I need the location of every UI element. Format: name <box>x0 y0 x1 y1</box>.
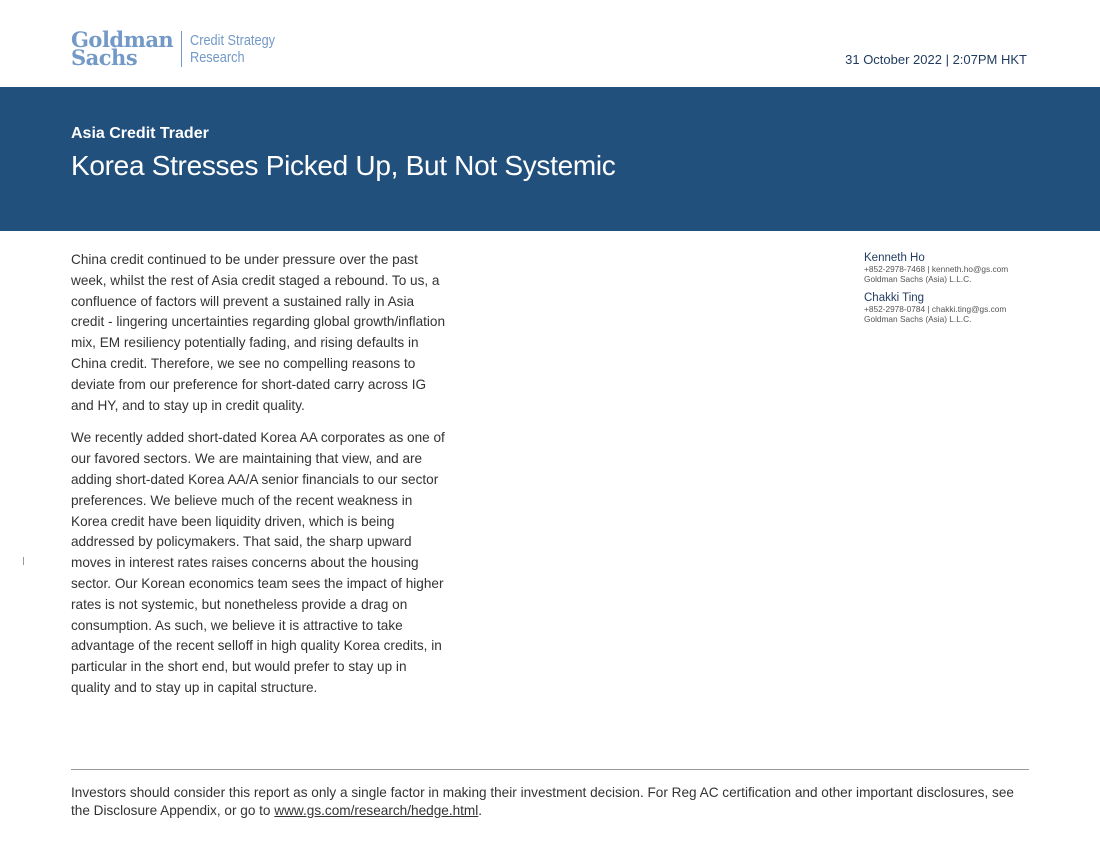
analyst-name: Chakki Ting <box>864 292 925 304</box>
series-name: Asia Credit Trader <box>71 125 209 142</box>
body-paragraph: China credit continued to be under pressure over the past week, whilst the rest of Asia credit staged a rebound. To us, a confluence of factors will prevent a sustained rally in Asia credit - lingering uncertainties regarding global growth/inflation mix, EM resiliency potentially fading, and rising defaults in China credit. Therefore, we see no compelling reasons to deviate from our preference for short-dated carry across IG and HY, and to stay up in credit quality. <box>71 252 446 413</box>
analyst-list <box>864 252 1064 332</box>
body-paragraph: We recently added short-dated Korea AA corporates as one of our favored sectors. We are maintaining that view, and are adding short-dated Korea AA/A senior financials to our sector preferences. We believe much of the recent weakness in Korea credit have been liquidity driven, which is being addressed by policymakers. That said, the sharp upward moves in interest rates raises concerns about the housing sector. Our Korean economics team sees the impact of higher rates is not systemic, but nonetheless provide a drag on consumption. As such, we believe it is attractive to take advantage of the recent selloff in high quality Korea credits, in particular in the short end, but would prefer to stay up in quality and to stay up in capital structure. <box>71 430 445 695</box>
report-date: 31 October 2022 | 2:07PM HKT <box>845 52 1027 67</box>
logo-divider <box>181 31 182 67</box>
analyst-firm: Goldman Sachs (Asia) L.L.C. <box>864 273 972 284</box>
analyst-entry <box>864 292 1064 324</box>
disclaimer-end: . <box>478 802 483 818</box>
logo-line-1: Goldman <box>71 27 174 52</box>
margin-mark <box>23 557 24 565</box>
division-line-2: Research <box>190 49 245 66</box>
footer-divider <box>71 769 1029 770</box>
analyst-contact[interactable]: +852-2978-0784 | chakki.ting@gs.com <box>864 304 1007 314</box>
disclosure-link[interactable]: www.gs.com/research/hedge.html <box>274 802 479 818</box>
division-line-1: Credit Strategy <box>190 32 276 49</box>
disclosure-footer <box>71 784 1031 819</box>
report-body <box>71 250 449 711</box>
analyst-entry <box>864 252 1064 284</box>
disclaimer-text: Investors should consider this report as only a single factor in making their investment decision. For Reg AC certification and other important disclosures, see the Disclosure Appendix, or go to <box>71 785 1014 818</box>
goldman-sachs-logo <box>71 27 290 70</box>
analyst-name: Kenneth Ho <box>864 252 925 264</box>
logo-wordmark <box>71 27 174 70</box>
logo-line-2: Sachs <box>71 45 138 70</box>
analyst-contact[interactable]: +852-2978-7468 | kenneth.ho@gs.com <box>864 264 1009 274</box>
report-title: Korea Stresses Picked Up, But Not Systemic <box>71 150 616 181</box>
analyst-firm: Goldman Sachs (Asia) L.L.C. <box>864 313 972 324</box>
title-banner <box>0 87 1100 231</box>
division-name <box>190 32 275 66</box>
